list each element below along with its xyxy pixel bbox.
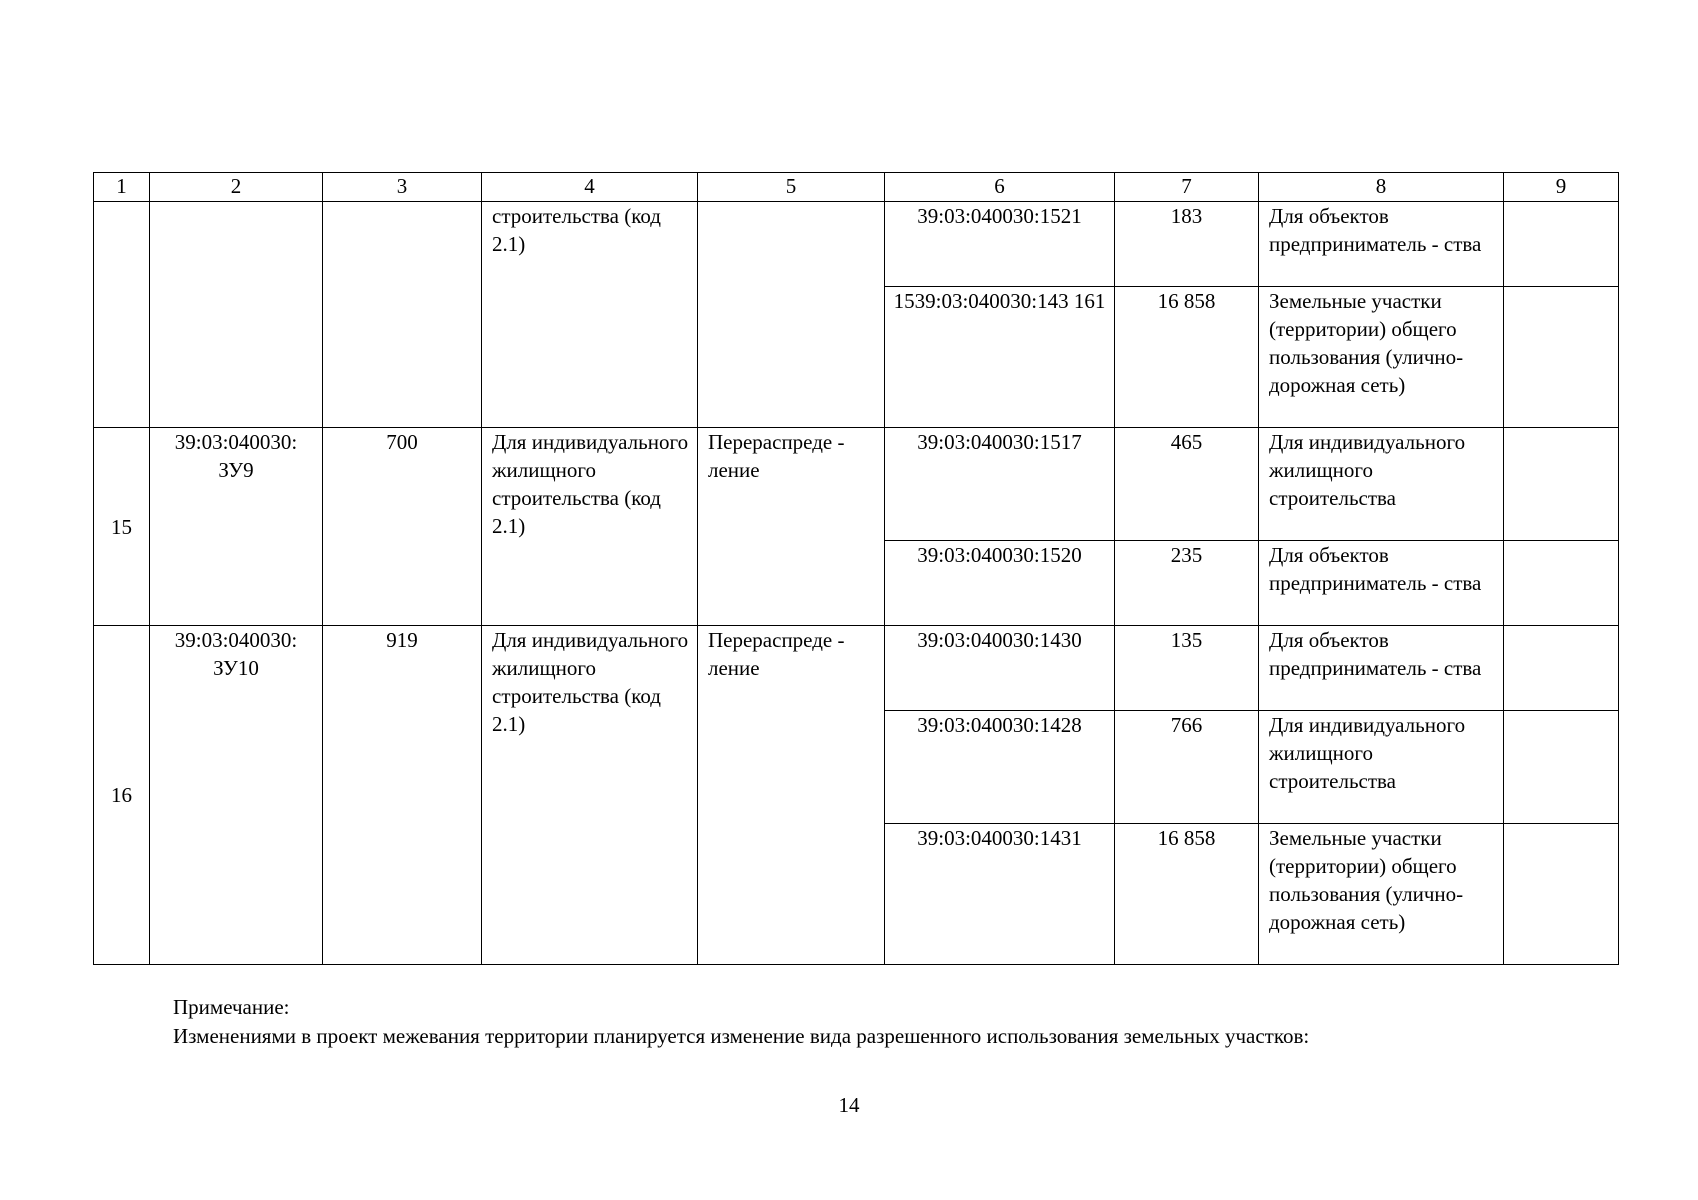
note-title: Примечание: xyxy=(173,995,290,1019)
cell-method: Перераспреде - ление xyxy=(698,626,885,965)
cell-empty xyxy=(150,202,323,428)
cell-purpose: Для индивидуального жилищного строительства (код 2.1) xyxy=(482,428,698,626)
cell-cadastral: 39:03:040030:1520 xyxy=(885,541,1115,626)
cell-cadastral: 39:03:040030:1431 xyxy=(885,824,1115,965)
cell-note xyxy=(1504,541,1619,626)
cell-use: Для объектов предприниматель - ства xyxy=(1259,202,1504,287)
cell-note xyxy=(1504,287,1619,428)
cell-cadastral: 1539:03:040030:143 161 xyxy=(885,287,1115,428)
column-number: 8 xyxy=(1259,173,1504,202)
cell-method: Перераспреде - ление xyxy=(698,428,885,626)
cell-use: Земельные участки (территории) общего пользования (улично-дорожная сеть) xyxy=(1259,287,1504,428)
cell-plot-id: 39:03:040030: ЗУ9 xyxy=(150,428,323,626)
cell-plot-area: 919 xyxy=(323,626,482,965)
cell-note xyxy=(1504,626,1619,711)
column-number: 2 xyxy=(150,173,323,202)
cell-area: 16 858 xyxy=(1115,824,1259,965)
cell-area: 135 xyxy=(1115,626,1259,711)
page-number: 14 xyxy=(838,1093,860,1117)
cell-cadastral: 39:03:040030:1430 xyxy=(885,626,1115,711)
column-number: 6 xyxy=(885,173,1115,202)
cell-note xyxy=(1504,428,1619,541)
column-number: 5 xyxy=(698,173,885,202)
cell-area: 766 xyxy=(1115,711,1259,824)
cell-cadastral: 39:03:040030:1521 xyxy=(885,202,1115,287)
cell-note xyxy=(1504,202,1619,287)
table-row xyxy=(94,202,1619,287)
cell-area: 183 xyxy=(1115,202,1259,287)
cell-use: Для индивидуального жилищного строительства xyxy=(1259,428,1504,541)
cell-note xyxy=(1504,824,1619,965)
cell-use: Для объектов предприниматель - ства xyxy=(1259,626,1504,711)
column-number: 3 xyxy=(323,173,482,202)
column-number: 4 xyxy=(482,173,698,202)
cell-cadastral: 39:03:040030:1428 xyxy=(885,711,1115,824)
cell-purpose: Для индивидуального жилищного строительства (код 2.1) xyxy=(482,626,698,965)
cell-plot-id: 39:03:040030: ЗУ10 xyxy=(150,626,323,965)
cell-note xyxy=(1504,711,1619,824)
column-number: 1 xyxy=(94,173,150,202)
cell-cadastral: 39:03:040030:1517 xyxy=(885,428,1115,541)
land-plots-table xyxy=(93,172,1619,965)
cell-empty xyxy=(94,202,150,428)
cell-purpose: строительства (код 2.1) xyxy=(482,202,698,428)
table-row xyxy=(94,428,1619,541)
cell-area: 465 xyxy=(1115,428,1259,541)
table-row xyxy=(94,626,1619,711)
cell-empty xyxy=(698,202,885,428)
cell-plot-area: 700 xyxy=(323,428,482,626)
note-block xyxy=(173,993,1309,1051)
cell-area: 16 858 xyxy=(1115,287,1259,428)
note-text: Изменениями в проект межевания территории планируется изменение вида разрешенного использования земельных участков: xyxy=(173,1024,1310,1048)
column-number: 7 xyxy=(1115,173,1259,202)
table-header-row xyxy=(94,173,1619,202)
cell-use: Для индивидуального жилищного строительства xyxy=(1259,711,1504,824)
cell-area: 235 xyxy=(1115,541,1259,626)
cell-empty xyxy=(323,202,482,428)
column-number: 9 xyxy=(1504,173,1619,202)
cell-use: Земельные участки (территории) общего пользования (улично-дорожная сеть) xyxy=(1259,824,1504,965)
cell-row-number: 16 xyxy=(94,626,150,965)
cell-use: Для объектов предприниматель - ства xyxy=(1259,541,1504,626)
cell-row-number: 15 xyxy=(94,428,150,626)
